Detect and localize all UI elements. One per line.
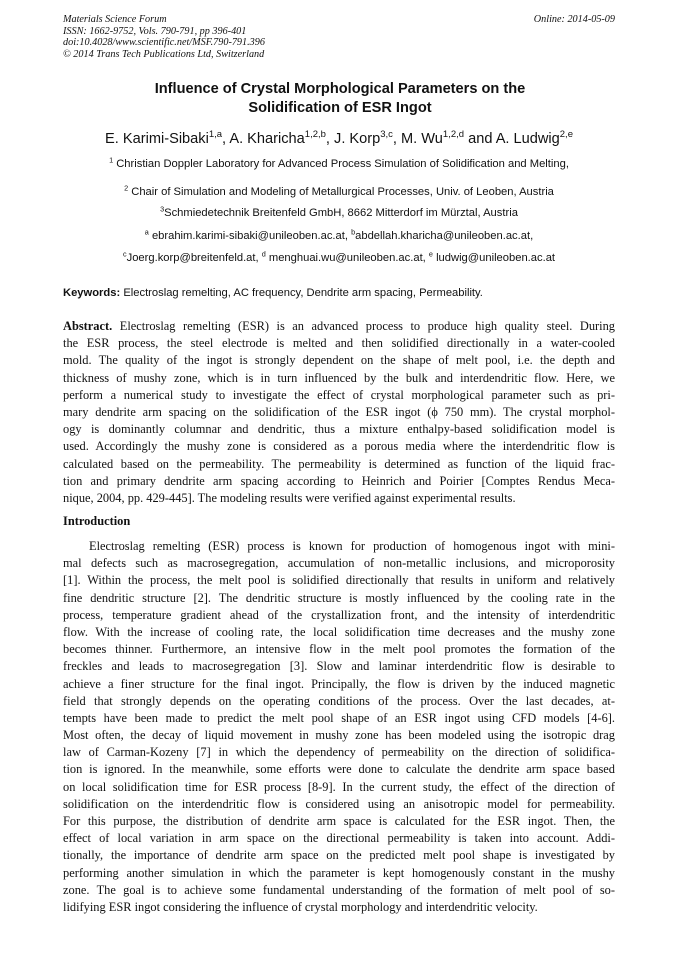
paragraph-line: [1]. Within the process, the melt pool is solidified directionally that results in uniform and relatively — [63, 573, 615, 588]
paragraph-line: tion is ignored. In the meanwhile, some efforts were done to calculate the dendrite arm space based — [63, 762, 615, 777]
email-line-2 — [20, 251, 658, 265]
author-affiliation-marker: 1,2,b — [304, 129, 326, 141]
abstract-label: Abstract. — [63, 319, 113, 333]
email-address: abdellah.kharicha@unileoben.ac.at, — [355, 230, 534, 242]
section-heading-introduction: Introduction — [63, 514, 131, 528]
abstract-line: perform a numerical study to investigate the effect of crystal morphological parameter such as pri- — [63, 387, 615, 402]
paragraph-line: zone. The goal is to achieve some fundamental understanding of the formation of melt pool of so- — [63, 882, 615, 897]
email-line-1 — [20, 229, 658, 243]
abstract-line: mary dendrite arm spacing on the solidification of the ESR ingot (ϕ 750 mm). The crystal morphol- — [63, 404, 615, 419]
copyright-line: © 2014 Trans Tech Publications Ltd, Switzerland — [63, 48, 265, 60]
paragraph-line: lidifying ESR ingot considering the influence of crystal morphology and interdendritic velocity. — [63, 899, 538, 914]
abstract-line: calculated based on the permeability. The permeability is determined as function of the liquid frac- — [63, 456, 615, 471]
abstract-line: nique, 2004, pp. 429-445]. The modeling results were verified against experimental results. — [63, 490, 516, 505]
affiliation-text: Chair of Simulation and Modeling of Metallurgical Processes, Univ. of Leoben, Austria — [131, 186, 554, 198]
email-marker: a — [144, 227, 149, 237]
affiliation-marker: 2 — [124, 183, 129, 193]
title-line-1: Influence of Crystal Morphological Parameters on the — [154, 81, 526, 97]
paragraph-line: achieve a finer structure for the final ingot. Principally, the flow is driven by the induced magnetic — [63, 676, 615, 691]
keywords — [63, 286, 483, 300]
author-name: A. Kharicha — [229, 131, 305, 147]
journal-name: Materials Science Forum — [63, 14, 167, 25]
paragraph-line: For this purpose, the distribution of dendrite arm space is calculated for the ESR ingot. Then, the — [63, 814, 615, 828]
doi-line: doi:10.4028/www.scientific.net/MSF.790-791.396 — [63, 37, 265, 49]
paragraph-line: performing another simulation in which the parameter is kept homogenously constant in the mushy — [63, 865, 615, 880]
author-affiliation-marker: 1,2,d — [442, 129, 465, 141]
paragraph-line: on local solidification time for ESR process [8-9]. In the current study, the effect of the direction of — [63, 779, 615, 794]
abstract-line: the ESR process, the steel electrode is melted and then solidified directionally in a water-cooled — [63, 336, 615, 351]
paragraph-line: tempts have been made to predict the melt pool shape of an ESR ingot using CFD models [4-6]. — [63, 710, 615, 725]
paragraph-line: law of Carman-Kozeny [7] in which the dependency of permeability on the direction of solidifica- — [63, 745, 615, 760]
abstract-line: thickness of mushy zone, which is in turn influenced by the bulk and interdendritic flow. Here, we — [63, 370, 615, 385]
author-affiliation-marker: 3,c — [380, 129, 393, 141]
online-date: Online: 2014-05-09 — [533, 14, 615, 25]
author-name: M. Wu — [401, 131, 443, 147]
paragraph-line: process, temperature gradient ahead of the crystallization front, and the intensity of interdendritic — [63, 607, 615, 622]
abstract-line: ogy is dominantly columnar and dendritic, thus a mixture enthalpy-based solidification model is — [63, 422, 615, 437]
paragraph-line: becomes thinner. Furthermore, an intensive flow in the melt pool promotes the formation of the — [63, 642, 615, 657]
author-list — [20, 130, 658, 148]
paragraph-line: solidification on the interdendritic flow is considered using an anisotropic model for permeability. — [63, 796, 615, 811]
author-separator: , — [222, 131, 230, 147]
author-name: A. Ludwig — [495, 131, 560, 147]
email-address: Joerg.korp@breitenfeld.at, — [126, 252, 259, 264]
author-separator: , — [392, 131, 402, 147]
email-marker: d — [261, 249, 266, 259]
email-marker: c — [122, 249, 127, 259]
keywords-label: Keywords: — [63, 287, 121, 299]
issn-line: ISSN: 1662-9752, Vols. 790-791, pp 396-401 — [63, 25, 247, 37]
paragraph-line: tionally, the importance of dendrite arm space on the predicted melt pool shape is investigated by — [63, 848, 615, 863]
paragraph-line: mal defects such as macrosegregation, accumulation of non-metallic inclusions, and microporosity — [63, 556, 615, 571]
paragraph-line: flow. With the increase of cooling rate, the local solidification time decreases and the mushy zone — [63, 624, 615, 639]
email-address: ludwig@unileoben.ac.at — [436, 252, 556, 264]
email-marker: b — [351, 227, 356, 237]
author-affiliation-marker: 1,a — [208, 129, 223, 141]
paragraph-line: fine dendritic structure [2]. The dendritic structure is mostly influenced by the cooling rate in the — [63, 590, 615, 605]
keywords-text: Electroslag remelting, AC frequency, Dendrite arm spacing, Permeability. — [123, 287, 483, 299]
paragraph-line: Most often, the decay of liquid movement in mushy zone has been modeled using the isotropic drag — [63, 728, 615, 743]
abstract-line: tion and primary dendrite arm spacing according to Heinrich and Poirier [Comptes Rendus Meca- — [63, 473, 615, 488]
title-line-2: Solidification of ESR Ingot — [248, 100, 432, 116]
affiliation-3 — [20, 206, 658, 220]
affiliation-marker: 1 — [109, 155, 114, 165]
abstract — [63, 318, 615, 507]
affiliation-marker: 3 — [160, 204, 165, 214]
author-separator: , — [325, 131, 335, 147]
email-address: menghuai.wu@unileoben.ac.at, — [268, 252, 426, 264]
abstract-line — [63, 318, 615, 335]
paragraph-line: field that strongly depends on the operating conditions of the process. Over the last decades, at- — [63, 693, 615, 708]
email-address: ebrahim.karimi-sibaki@unileoben.ac.at, — [151, 230, 348, 242]
author-name: J. Korp — [334, 131, 381, 147]
affiliation-text: Christian Doppler Laboratory for Advanced Process Simulation of Solidification and Melting, — [116, 158, 569, 170]
abstract-line-text: Electroslag remelting (ESR) is an advanced process to produce high quality steel. During — [119, 319, 615, 333]
affiliation-1 — [20, 157, 658, 171]
paper-title — [60, 80, 620, 118]
affiliation-2 — [20, 185, 658, 199]
abstract-line: used. Accordingly the mushy zone is considered as a porous media where the interdendritic flow is — [63, 439, 615, 454]
paragraph-line: effect of local variation in arm space on the directional permeability is taken into account. Addi- — [63, 831, 615, 846]
paragraph-line: freckles and leads to macrosegregation [3]. Slow and laminar interdendritic flow is desirable to — [63, 659, 615, 674]
abstract-line: mold. The quality of the ingot is strongly dependent on the shape of melt pool, i.e. the depth and — [63, 353, 615, 368]
affiliation-text: Schmiedetechnik Breitenfeld GmbH, 8662 Mitterdorf im Mürztal, Austria — [164, 207, 518, 219]
email-marker: e — [428, 249, 433, 259]
journal-header — [63, 14, 265, 60]
paragraph-line: Electroslag remelting (ESR) process is known for production of homogenous ingot with mini- — [89, 539, 615, 553]
author-affiliation-marker: 2,e — [559, 129, 573, 141]
author-separator: and — [464, 131, 496, 147]
introduction-body — [63, 538, 615, 916]
author-name: E. Karimi-Sibaki — [105, 131, 209, 147]
